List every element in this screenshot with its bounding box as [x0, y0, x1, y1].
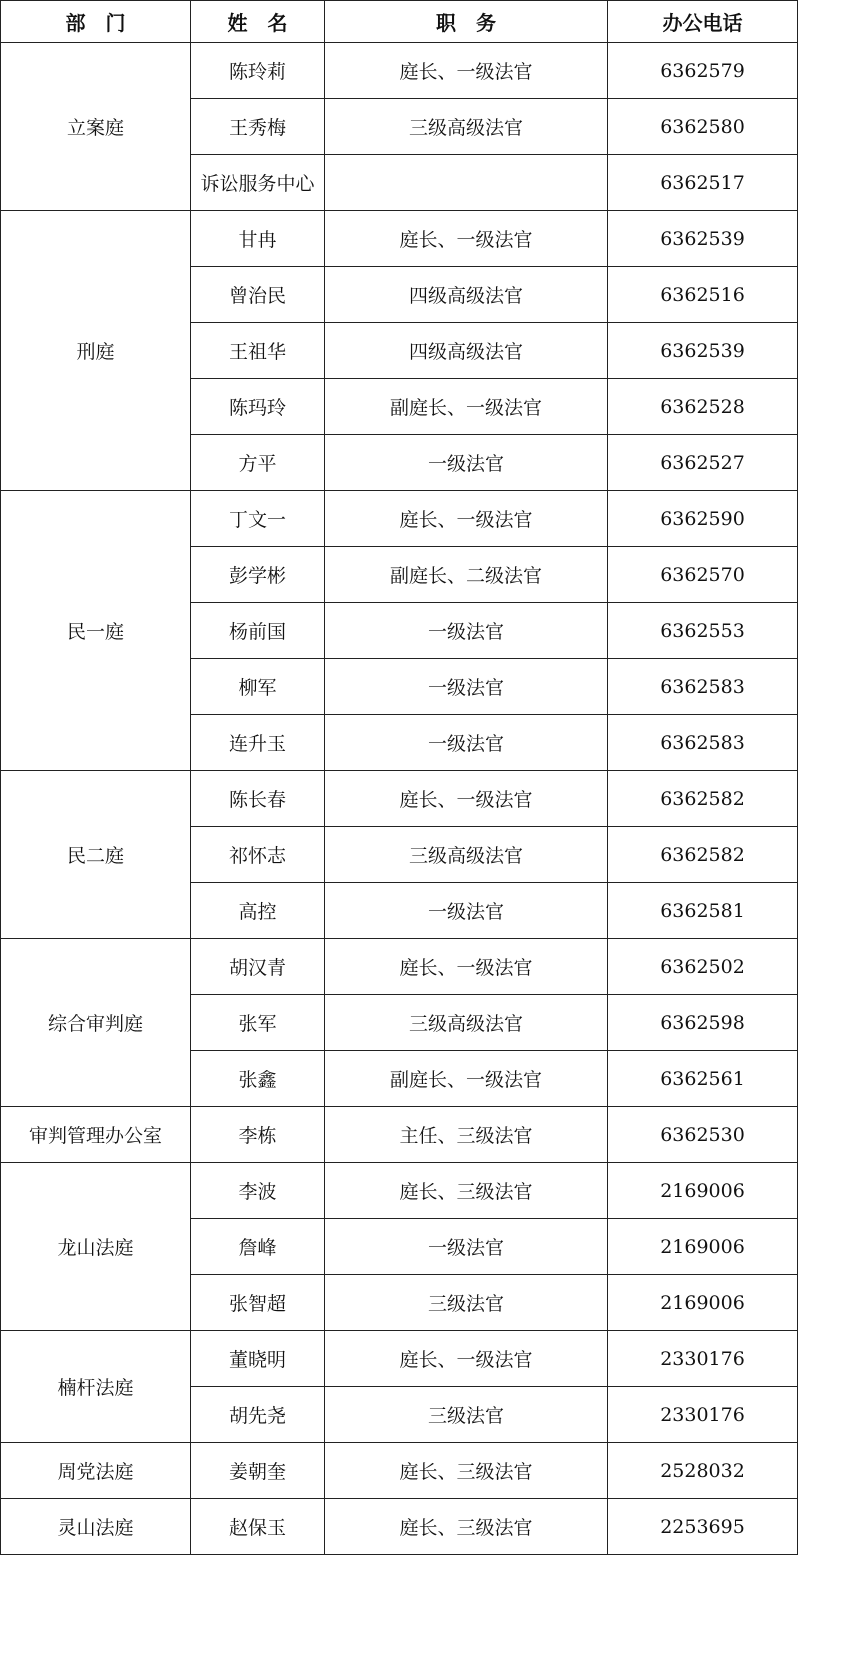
- position-cell: 一级法官: [325, 1219, 608, 1275]
- header-department: 部 门: [1, 1, 191, 43]
- name-cell: 杨前国: [191, 603, 325, 659]
- position-cell: 三级法官: [325, 1275, 608, 1331]
- phone-cell: 6362590: [608, 491, 798, 547]
- phone-cell: 6362539: [608, 323, 798, 379]
- department-cell: 综合审判庭: [1, 939, 191, 1107]
- department-cell: 灵山法庭: [1, 1499, 191, 1555]
- department-cell: 民一庭: [1, 491, 191, 771]
- name-cell: 柳军: [191, 659, 325, 715]
- table-row: [1, 939, 798, 995]
- phone-cell: 6362502: [608, 939, 798, 995]
- position-cell: 三级法官: [325, 1387, 608, 1443]
- name-cell: 陈玛玲: [191, 379, 325, 435]
- table-row: [1, 1443, 798, 1499]
- table-row: [1, 1107, 798, 1163]
- phone-cell: 2169006: [608, 1275, 798, 1331]
- name-cell: 曾治民: [191, 267, 325, 323]
- phone-cell: 2169006: [608, 1219, 798, 1275]
- department-cell: 立案庭: [1, 43, 191, 211]
- position-cell: 庭长、三级法官: [325, 1443, 608, 1499]
- name-cell: 陈长春: [191, 771, 325, 827]
- phone-cell: 2330176: [608, 1387, 798, 1443]
- position-cell: 庭长、一级法官: [325, 43, 608, 99]
- table-row: [1, 211, 798, 267]
- name-cell: 陈玲莉: [191, 43, 325, 99]
- phone-cell: 6362517: [608, 155, 798, 211]
- position-cell: 一级法官: [325, 883, 608, 939]
- name-cell: 李波: [191, 1163, 325, 1219]
- department-cell: 周党法庭: [1, 1443, 191, 1499]
- name-cell: 胡先尧: [191, 1387, 325, 1443]
- phone-cell: 6362570: [608, 547, 798, 603]
- phone-cell: 2169006: [608, 1163, 798, 1219]
- table-body: [1, 43, 798, 1555]
- name-cell: 张军: [191, 995, 325, 1051]
- position-cell: 一级法官: [325, 659, 608, 715]
- position-cell: 庭长、一级法官: [325, 491, 608, 547]
- position-cell: 一级法官: [325, 715, 608, 771]
- phone-cell: 6362581: [608, 883, 798, 939]
- phone-cell: 6362527: [608, 435, 798, 491]
- table-row: [1, 1163, 798, 1219]
- phone-cell: 6362539: [608, 211, 798, 267]
- position-cell: 庭长、三级法官: [325, 1163, 608, 1219]
- name-cell: 赵保玉: [191, 1499, 325, 1555]
- header-row: [1, 1, 798, 43]
- name-cell: 张智超: [191, 1275, 325, 1331]
- department-cell: 审判管理办公室: [1, 1107, 191, 1163]
- table-row: [1, 491, 798, 547]
- phone-cell: 6362582: [608, 827, 798, 883]
- header-name: 姓 名: [191, 1, 325, 43]
- table-row: [1, 1499, 798, 1555]
- position-cell: 副庭长、一级法官: [325, 1051, 608, 1107]
- department-cell: 民二庭: [1, 771, 191, 939]
- position-cell: 庭长、一级法官: [325, 211, 608, 267]
- phone-cell: 6362598: [608, 995, 798, 1051]
- phone-cell: 6362516: [608, 267, 798, 323]
- name-cell: 彭学彬: [191, 547, 325, 603]
- name-cell: 胡汉青: [191, 939, 325, 995]
- phone-cell: 6362530: [608, 1107, 798, 1163]
- position-cell: 庭长、一级法官: [325, 1331, 608, 1387]
- position-cell: 三级高级法官: [325, 99, 608, 155]
- name-cell: 姜朝奎: [191, 1443, 325, 1499]
- position-cell: 一级法官: [325, 435, 608, 491]
- position-cell: [325, 155, 608, 211]
- name-cell: 甘冉: [191, 211, 325, 267]
- position-cell: 庭长、一级法官: [325, 771, 608, 827]
- phone-cell: 6362583: [608, 715, 798, 771]
- position-cell: 庭长、三级法官: [325, 1499, 608, 1555]
- phone-cell: 2528032: [608, 1443, 798, 1499]
- department-cell: 刑庭: [1, 211, 191, 491]
- name-cell: 诉讼服务中心: [191, 155, 325, 211]
- phone-cell: 6362553: [608, 603, 798, 659]
- table-row: [1, 1331, 798, 1387]
- position-cell: 四级高级法官: [325, 323, 608, 379]
- name-cell: 董晓明: [191, 1331, 325, 1387]
- name-cell: 方平: [191, 435, 325, 491]
- name-cell: 高控: [191, 883, 325, 939]
- position-cell: 副庭长、二级法官: [325, 547, 608, 603]
- phone-cell: 6362561: [608, 1051, 798, 1107]
- name-cell: 祁怀志: [191, 827, 325, 883]
- position-cell: 副庭长、一级法官: [325, 379, 608, 435]
- phone-cell: 2253695: [608, 1499, 798, 1555]
- name-cell: 张鑫: [191, 1051, 325, 1107]
- table-row: [1, 771, 798, 827]
- department-cell: 楠杆法庭: [1, 1331, 191, 1443]
- header-position: 职 务: [325, 1, 608, 43]
- position-cell: 四级高级法官: [325, 267, 608, 323]
- phone-cell: 6362582: [608, 771, 798, 827]
- phone-cell: 6362580: [608, 99, 798, 155]
- name-cell: 丁文一: [191, 491, 325, 547]
- phone-cell: 6362579: [608, 43, 798, 99]
- position-cell: 一级法官: [325, 603, 608, 659]
- name-cell: 李栋: [191, 1107, 325, 1163]
- department-cell: 龙山法庭: [1, 1163, 191, 1331]
- name-cell: 连升玉: [191, 715, 325, 771]
- name-cell: 王祖华: [191, 323, 325, 379]
- position-cell: 三级高级法官: [325, 995, 608, 1051]
- name-cell: 詹峰: [191, 1219, 325, 1275]
- position-cell: 庭长、一级法官: [325, 939, 608, 995]
- table-row: [1, 43, 798, 99]
- phone-cell: 6362528: [608, 379, 798, 435]
- phone-cell: 6362583: [608, 659, 798, 715]
- position-cell: 三级高级法官: [325, 827, 608, 883]
- position-cell: 主任、三级法官: [325, 1107, 608, 1163]
- header-phone: 办公电话: [608, 1, 798, 43]
- phone-cell: 2330176: [608, 1331, 798, 1387]
- name-cell: 王秀梅: [191, 99, 325, 155]
